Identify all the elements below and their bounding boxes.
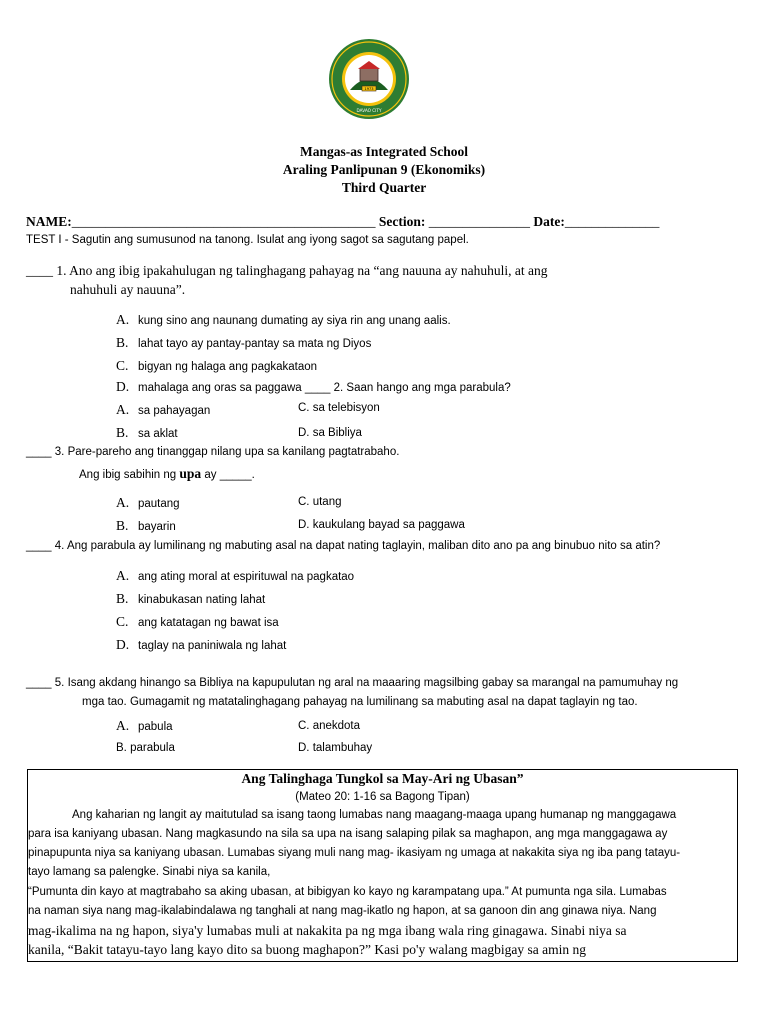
passage-line: Ang kaharian ng langit ay maitutulad sa isang taong lumabas nang maagang-maaga upang humanap ng manggagawa [72, 809, 677, 821]
school-seal-icon [328, 38, 410, 120]
subject-title: Araling Panlipunan 9 (Ekonomiks) [282, 162, 486, 177]
passage-box [27, 769, 738, 962]
choice-a: A. ang ating moral at espirituwal na pagkatao [116, 568, 355, 583]
choice-b: B. parabula [116, 742, 175, 754]
question-1 [26, 263, 547, 279]
choice-c: C. sa telebisyon [298, 402, 380, 414]
passage-title: Ang Talinghaga Tungkol sa May-Ari ng Ubasan” [241, 771, 524, 786]
passage-line: tayo lamang sa palengke. Sinabi niya sa kanila, [28, 866, 271, 878]
name-blank: _____________________________________________ [71, 214, 376, 229]
choice-d: D. kaukulang bayad sa paggawa [298, 519, 465, 531]
passage-line: “Pumunta din kayo at magtrabaho sa aking ubasan, at bibigyan ko kayo ng karampatang upa.” At pumunta nga sila. Lumabas [28, 886, 667, 898]
choice-d: D. sa Bibliya [298, 427, 362, 439]
choice-d: D. taglay na paniniwala ng lahat [116, 637, 287, 652]
choice-d: D. talambuhay [298, 742, 373, 754]
question-5-continued: mga tao. Gumagamit ng matatalinghagang pahayag na lumilinang sa mabuting asal na dapat taglayin ng tao. [82, 696, 638, 708]
question-3-continued: Ang ibig sabihin ng upa ay _____. [79, 466, 255, 481]
test-instruction-text: - Sagutin ang sumusunod na tanong. Isulat ang iyong sagot sa sagutang papel. [61, 234, 469, 246]
svg-text:DAVAO CITY: DAVAO CITY [356, 108, 382, 113]
section-label: Section: [375, 214, 429, 229]
question-text: 3. Pare-pareho ang tinanggap nilang upa sa kanilang pagtatrabaho. [51, 446, 400, 458]
answer-blank: ____ [26, 677, 52, 689]
test-instruction [26, 234, 469, 246]
choice-b: B. sa aklat [116, 425, 178, 440]
section-blank: _______________ [428, 214, 530, 229]
passage-line: na naman siya nang mag-ikalabindalawa ng tanghali at nang mag-ikatlo ng hapon, at sa ganoon din ang ginawa niya. Nang [28, 905, 657, 917]
question-text: 1. Ano ang ibig ipakahulugan ng talinghagang pahayag na “ang nauuna ay nahuhuli, at ang [53, 263, 548, 278]
choice-a: A. pautang [116, 495, 180, 510]
passage-line: kanila, “Bakit tatayu-tayo lang kayo dito sa buong maghapon?” Kasi po'y walang magbigay sa amin ng [28, 942, 587, 957]
name-label: NAME: [26, 214, 72, 229]
choice-c: C. bigyan ng halaga ang pagkakataon [116, 358, 318, 373]
choice-c: C. ang katatagan ng bawat isa [116, 614, 279, 629]
choice-a: A. pabula [116, 718, 173, 733]
choice-b: B. bayarin [116, 518, 176, 533]
choice-c: C. anekdota [298, 720, 361, 732]
passage-line: pinapupunta niya sa kaniyang ubasan. Lumabas siyang muli nang mag- ikasiyam ng umaga at nakakita siya ng iba pang tatayu- [28, 847, 681, 859]
question-3 [26, 446, 399, 458]
answer-blank: ____ [26, 263, 53, 278]
choice-a: A. kung sino ang naunang dumating ay siya rin ang unang aalis. [116, 312, 451, 327]
answer-blank: ____ [26, 540, 52, 552]
choice-b: B. lahat tayo ay pantay-pantay sa mata ng Diyos [116, 335, 372, 350]
choice-b: B. kinabukasan nating lahat [116, 591, 266, 606]
school-name: Mangas-as Integrated School [300, 144, 468, 159]
quarter-label: Third Quarter [341, 180, 427, 195]
choice-a: A. sa pahayagan [116, 402, 211, 417]
passage-line: para isa kaniyang ubasan. Nang magkasundo na sila sa upa na isang salaping pilak sa maghapon, ang mga manggagawa ay [28, 828, 668, 840]
student-info-line [26, 214, 742, 230]
answer-blank: ____ [26, 446, 52, 458]
passage-subtitle: (Mateo 20: 1-16 sa Bagong Tipan) [295, 791, 470, 803]
choice-c: C. utang [298, 496, 342, 508]
question-4 [26, 540, 660, 552]
svg-text:1973: 1973 [364, 87, 374, 92]
choice-d: D. mahalaga ang oras sa paggawa ____ 2. Saan hango ang mga parabula? [116, 379, 511, 394]
question-1-continued: nahuhuli ay nauuna”. [70, 282, 186, 297]
question-text: 4. Ang parabula ay lumilinang ng mabuting asal na dapat nating taglayin, maliban dito ano pa ang binubuo nito sa atin? [51, 540, 661, 552]
question-text: 5. Isang akdang hinango sa Bibliya na kapupulutan ng aral na maaaring magsilbing gabay sa marangal na pamumuhay ng [51, 677, 679, 689]
test-label: TEST I [26, 234, 62, 246]
passage-line: mag-ikalima na ng hapon, siya'y lumabas muli at nakakita pa ng mga ibang wala ring ginagawa. Sinabi niya sa [28, 923, 627, 938]
question-5 [26, 677, 678, 689]
date-blank: ______________ [564, 214, 660, 229]
date-label: Date: [530, 214, 565, 229]
